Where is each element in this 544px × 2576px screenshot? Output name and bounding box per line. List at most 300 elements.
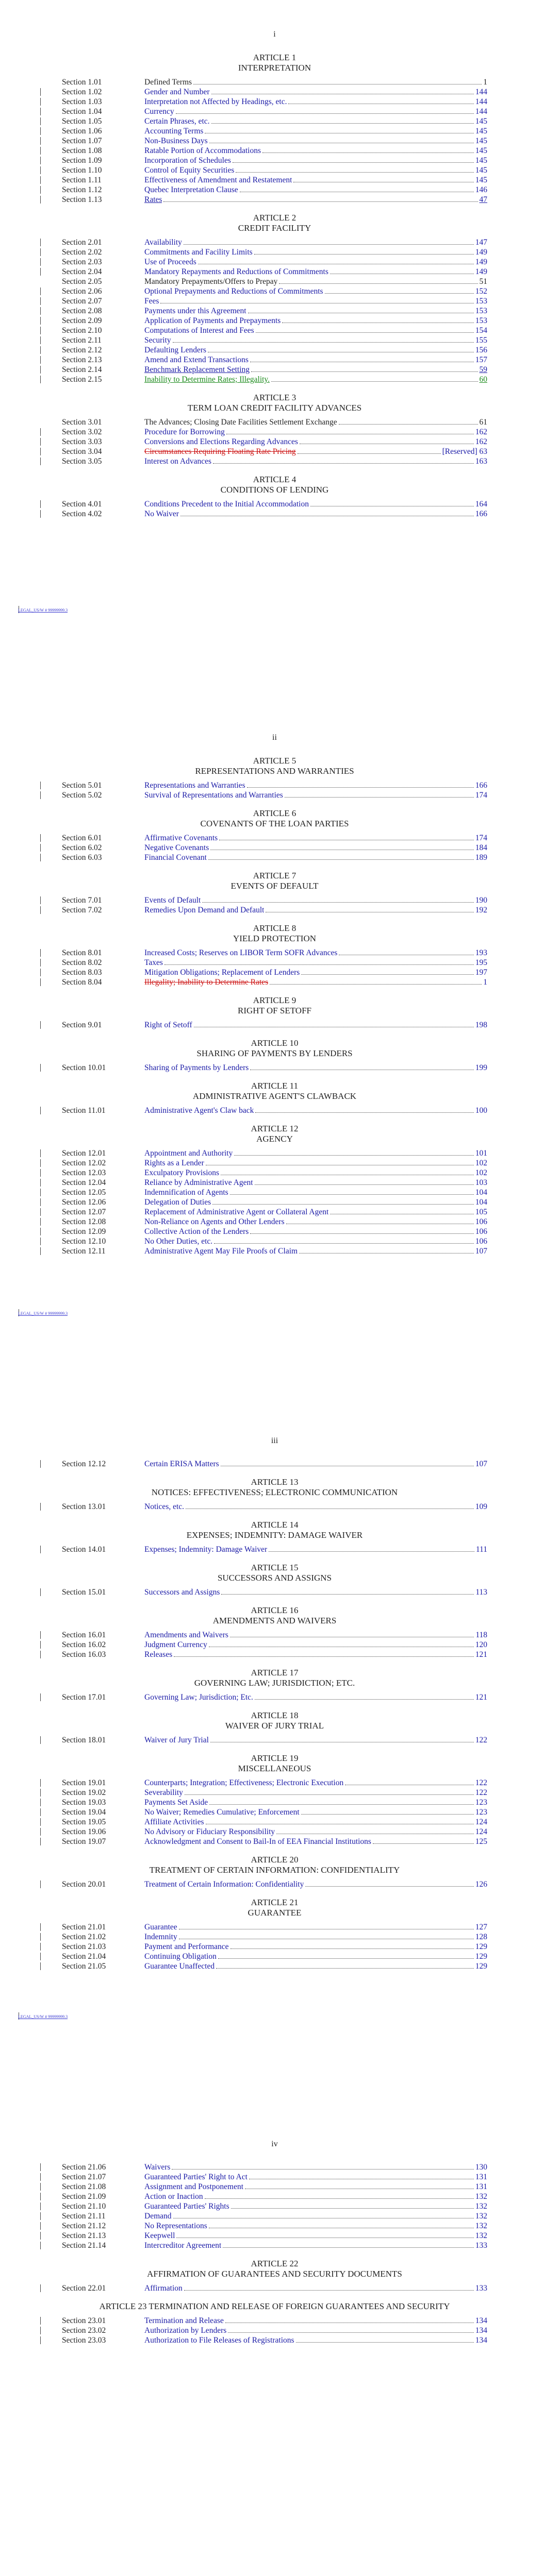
section-title[interactable]: Waivers (144, 2163, 171, 2172)
toc-entry[interactable] (62, 1735, 487, 1745)
page-reference[interactable]: 132 (475, 2192, 487, 2201)
section-number: Section 1.05 (62, 117, 102, 126)
toc-entry[interactable] (62, 345, 487, 355)
toc-entry[interactable] (62, 427, 487, 437)
toc-entry[interactable] (62, 326, 487, 335)
page-reference[interactable]: 134 (475, 2316, 487, 2325)
page-reference[interactable]: 121 (475, 1693, 487, 1702)
section-title[interactable]: Application of Payments and Prepayments (144, 316, 281, 325)
page-reference[interactable]: 166 (475, 781, 487, 790)
toc-entry[interactable] (62, 126, 487, 136)
page-reference[interactable]: 153 (475, 297, 487, 306)
section-number: Section 1.13 (62, 195, 102, 204)
page-reference[interactable]: 101 (475, 1149, 487, 1158)
page-reference[interactable]: 123 (475, 1808, 487, 1817)
section-title[interactable]: Events of Default (144, 896, 201, 905)
toc-entry[interactable] (62, 499, 487, 509)
page-reference[interactable]: 153 (475, 307, 487, 315)
section-title[interactable]: Termination and Release (144, 2316, 224, 2325)
toc-entry[interactable] (62, 195, 487, 205)
page-reference[interactable]: 153 (475, 316, 487, 325)
toc-entry[interactable] (62, 1106, 487, 1115)
section-title[interactable]: Continuing Obligation (144, 1952, 217, 1961)
page-reference[interactable]: 129 (475, 1962, 487, 1971)
page-reference[interactable]: 127 (475, 1923, 487, 1931)
section-number: Section 22.01 (62, 2284, 106, 2293)
section-title[interactable]: Survival of Representations and Warranties (144, 791, 283, 800)
toc-entry[interactable] (62, 146, 487, 156)
page-reference[interactable]: 130 (475, 2163, 487, 2172)
dot-leader (250, 1233, 473, 1234)
section-title[interactable]: Acknowledgment and Consent to Bail-In of EEA Financial Institutions (144, 1837, 371, 1846)
page-reference[interactable]: 192 (475, 906, 487, 914)
toc-entry[interactable] (62, 509, 487, 519)
section-title[interactable]: Quebec Interpretation Clause (144, 185, 238, 194)
page-reference[interactable]: 120 (475, 1640, 487, 1649)
dot-leader (176, 113, 474, 114)
toc-entry[interactable] (62, 306, 487, 316)
section-title[interactable]: Severability (144, 1788, 183, 1797)
section-title[interactable]: Commitments and Facility Limits (144, 248, 253, 257)
toc-entry[interactable] (62, 2231, 487, 2241)
toc-entry[interactable] (62, 257, 487, 267)
section-title[interactable]: Security (144, 336, 171, 345)
toc-entry[interactable] (62, 2335, 487, 2345)
toc-entry[interactable] (62, 977, 487, 987)
section-title[interactable]: No Waiver; Remedies Cumulative; Enforcement (144, 1808, 300, 1817)
section-title[interactable]: Mitigation Obligations; Replacement of Lenders (144, 968, 300, 977)
section-title[interactable]: Payment and Performance (144, 1942, 229, 1951)
page-reference[interactable]: 132 (475, 2212, 487, 2221)
toc-entry[interactable] (62, 238, 487, 247)
toc-entry[interactable] (62, 781, 487, 790)
section-number: Section 1.04 (62, 107, 102, 116)
page-reference[interactable]: 123 (475, 1798, 487, 1807)
toc-entry[interactable] (62, 335, 487, 345)
page-reference[interactable]: 145 (475, 166, 487, 175)
toc-entry[interactable] (62, 1879, 487, 1889)
section-title[interactable]: Guarantee Unaffected (144, 1962, 215, 1971)
page-reference[interactable]: 157 (475, 355, 487, 364)
section-title[interactable]: Affirmation (144, 2284, 183, 2293)
page-reference[interactable]: 149 (475, 248, 487, 257)
toc-entry[interactable] (62, 2172, 487, 2182)
page-reference[interactable]: 144 (475, 88, 487, 96)
toc-entry[interactable] (62, 296, 487, 306)
section-title[interactable]: Gender and Number (144, 88, 210, 96)
page-reference[interactable]: 174 (475, 791, 487, 800)
section-title[interactable]: Interest on Advances (144, 457, 211, 466)
toc-entry[interactable] (62, 277, 487, 286)
toc-entry[interactable] (62, 2182, 487, 2192)
section-title[interactable]: Action or Inaction (144, 2192, 203, 2201)
toc-entry[interactable] (62, 87, 487, 97)
toc-entry[interactable] (62, 1545, 487, 1554)
section-title[interactable]: Representations and Warranties (144, 781, 245, 790)
page-reference[interactable]: 107 (475, 1247, 487, 1256)
toc-entry[interactable] (62, 316, 487, 326)
toc-entry[interactable] (62, 107, 487, 116)
section-title[interactable]: Collective Action of the Lenders (144, 1227, 249, 1236)
page-reference[interactable]: 113 (475, 1588, 487, 1597)
page-reference[interactable]: 124 (475, 1818, 487, 1826)
page-reference[interactable]: 121 (475, 1650, 487, 1659)
toc-entry[interactable] (62, 1502, 487, 1512)
section-title[interactable]: Rights as a Lender (144, 1159, 204, 1167)
section-title[interactable]: Notices, etc. (144, 1502, 185, 1511)
toc-entry[interactable] (62, 1827, 487, 1837)
section-title[interactable]: Administrative Agent May File Proofs of Claim (144, 1247, 298, 1256)
section-title[interactable]: Expenses; Indemnity: Damage Waiver (144, 1545, 268, 1554)
toc-entry[interactable] (62, 2162, 487, 2172)
page-reference[interactable]: 124 (475, 1827, 487, 1836)
section-title[interactable]: Releases (144, 1650, 173, 1659)
section-number: Section 7.01 (62, 896, 102, 905)
section-title[interactable]: Successors and Assigns (144, 1588, 220, 1597)
page-reference[interactable]: 103 (475, 1178, 487, 1187)
section-title[interactable]: Counterparts; Integration; Effectiveness; Electronic Execution (144, 1778, 344, 1787)
toc-entry[interactable] (62, 1168, 487, 1178)
section-title[interactable]: Amendments and Waivers (144, 1631, 228, 1639)
page-reference[interactable]: 198 (475, 1021, 487, 1029)
section-title[interactable]: Conditions Precedent to the Initial Accommodation (144, 500, 309, 509)
page-reference[interactable]: 146 (475, 185, 487, 194)
section-title[interactable]: Replacement of Administrative Agent or Collateral Agent (144, 1208, 329, 1216)
toc-entry[interactable] (62, 1459, 487, 1469)
toc-entry[interactable] (62, 948, 487, 958)
toc-entry[interactable] (62, 355, 487, 365)
page-reference[interactable]: 149 (475, 258, 487, 266)
page-reference[interactable]: 104 (475, 1198, 487, 1207)
section-title[interactable]: Judgment Currency (144, 1640, 207, 1649)
page-reference[interactable]: 133 (475, 2284, 487, 2293)
toc-entry[interactable] (62, 456, 487, 466)
toc-entry[interactable] (62, 1942, 487, 1952)
toc-entry[interactable] (62, 843, 487, 853)
section-title[interactable]: Remedies Upon Demand and Default (144, 906, 265, 914)
toc-entry[interactable] (62, 1778, 487, 1788)
section-title[interactable]: No Waiver (144, 510, 179, 518)
page-reference[interactable]: 134 (475, 2326, 487, 2335)
page-reference[interactable]: 145 (475, 146, 487, 155)
section-title[interactable]: No Other Duties, etc. (144, 1237, 213, 1246)
toc-entry[interactable] (62, 1650, 487, 1659)
toc-entry[interactable] (62, 136, 487, 146)
section-title[interactable]: Conversions and Elections Regarding Advances (144, 437, 298, 446)
page-reference[interactable]: 105 (475, 1208, 487, 1216)
page-reference[interactable]: 106 (475, 1217, 487, 1226)
page-reference[interactable]: 145 (475, 137, 487, 145)
toc-entry[interactable] (62, 2201, 487, 2211)
page-reference[interactable]: 199 (475, 1063, 487, 1072)
section-title[interactable]: Negative Covenants (144, 843, 209, 852)
toc-entry[interactable] (62, 1197, 487, 1207)
dot-leader (236, 172, 473, 173)
toc-entry[interactable] (62, 1246, 487, 1256)
toc-entry[interactable] (62, 1188, 487, 1197)
toc-entry[interactable] (62, 1227, 487, 1236)
page-reference[interactable]: 106 (475, 1227, 487, 1236)
section-title[interactable]: No Representations (144, 2222, 207, 2230)
section-number: Section 12.05 (62, 1188, 106, 1197)
toc-entry[interactable] (62, 267, 487, 277)
toc-entry[interactable] (62, 790, 487, 800)
page-reference[interactable]: 60 (479, 375, 487, 384)
toc-entry[interactable] (62, 1020, 487, 1030)
section-title[interactable]: Non-Reliance on Agents and Other Lenders (144, 1217, 285, 1226)
page-reference[interactable]: 145 (475, 117, 487, 126)
toc-entry[interactable] (62, 1148, 487, 1158)
section-title[interactable]: Non-Business Days (144, 137, 208, 145)
toc-entry[interactable] (62, 156, 487, 165)
page-reference[interactable]: 132 (475, 2231, 487, 2240)
toc-entry[interactable] (62, 1932, 487, 1942)
page-reference[interactable]: 100 (475, 1106, 487, 1115)
page-reference[interactable]: 152 (475, 287, 487, 296)
page-reference[interactable]: 147 (475, 238, 487, 247)
section-title[interactable]: Use of Proceeds (144, 258, 196, 266)
section-title[interactable]: Authorization by Lenders (144, 2326, 227, 2335)
section-title[interactable]: Payments under this Agreement (144, 307, 246, 315)
section-number: Section 8.01 (62, 948, 102, 957)
toc-entry[interactable] (62, 2241, 487, 2250)
page-reference[interactable]: 184 (475, 843, 487, 852)
page-reference[interactable]: 131 (475, 2182, 487, 2191)
page-reference[interactable]: 174 (475, 834, 487, 842)
section-title[interactable]: Procedure for Borrowing (144, 428, 225, 436)
toc-entry[interactable] (62, 1788, 487, 1798)
toc-entry[interactable] (62, 116, 487, 126)
section-title[interactable]: Effectiveness of Amendment and Restatement (144, 176, 292, 184)
page-reference[interactable]: 155 (475, 336, 487, 345)
page-reference[interactable]: 1 (483, 978, 487, 987)
section-title[interactable]: Indemnity (144, 1933, 177, 1941)
page-reference[interactable]: 131 (475, 2173, 487, 2181)
section-title[interactable]: Certain ERISA Matters (144, 1460, 219, 1468)
section-title[interactable]: Illegality; Inability to Determine Rates (144, 978, 269, 987)
page-reference[interactable]: 145 (475, 176, 487, 184)
section-title[interactable]: Appointment and Authority (144, 1149, 233, 1158)
section-title[interactable]: Guaranteed Parties' Rights (144, 2202, 229, 2211)
section-title[interactable]: No Advisory or Fiduciary Responsibility (144, 1827, 275, 1836)
toc-entry[interactable] (62, 77, 487, 87)
page-reference[interactable]: 197 (475, 968, 487, 977)
toc-entry[interactable] (62, 905, 487, 915)
section-title[interactable]: Defaulting Lenders (144, 346, 207, 354)
section-title[interactable]: Delegation of Duties (144, 1198, 211, 1207)
page-reference[interactable]: 195 (475, 958, 487, 967)
section-title[interactable]: Exculpatory Provisions (144, 1168, 220, 1177)
section-title[interactable]: Demand (144, 2212, 172, 2221)
section-title[interactable]: Waiver of Jury Trial (144, 1736, 209, 1744)
page-reference[interactable]: 125 (475, 1837, 487, 1846)
section-title[interactable]: Assignment and Postponement (144, 2182, 244, 2191)
section-title[interactable]: Rates (144, 195, 162, 204)
section-title[interactable]: Reliance by Administrative Agent (144, 1178, 253, 1187)
section-title[interactable]: Accounting Terms (144, 127, 204, 135)
toc-entry[interactable] (62, 1798, 487, 1807)
toc-entry[interactable] (62, 968, 487, 977)
page-reference[interactable]: 129 (475, 1952, 487, 1961)
section-title[interactable]: Right of Setoff (144, 1021, 192, 1029)
toc-entry[interactable] (62, 165, 487, 175)
section-title[interactable]: Mandatory Repayments and Reductions of Commitments (144, 267, 328, 276)
page-reference[interactable]: 106 (475, 1237, 487, 1246)
page-reference[interactable]: 51 (479, 277, 487, 286)
section-title[interactable]: Amend and Extend Transactions (144, 355, 249, 364)
section-title[interactable]: Keepwell (144, 2231, 175, 2240)
page-reference[interactable]: 107 (475, 1460, 487, 1468)
toc-entry[interactable] (62, 1207, 487, 1217)
section-title[interactable]: Sharing of Payments by Lenders (144, 1063, 249, 1072)
section-title[interactable]: Mandatory Prepayments/Offers to Prepay (144, 277, 278, 286)
page-reference[interactable]: 145 (475, 127, 487, 135)
page-reference[interactable]: 145 (475, 156, 487, 165)
toc-entry[interactable] (62, 97, 487, 107)
page-reference[interactable]: 164 (475, 500, 487, 509)
section-title[interactable]: Control of Equity Securities (144, 166, 235, 175)
section-title[interactable]: Currency (144, 107, 174, 116)
toc-entry[interactable] (62, 1837, 487, 1846)
toc-entry[interactable] (62, 1961, 487, 1971)
page-reference[interactable]: 61 (479, 418, 487, 427)
page-reference[interactable]: 189 (475, 853, 487, 862)
toc-entry[interactable] (62, 2283, 487, 2293)
toc-entry[interactable] (62, 1640, 487, 1650)
page-reference[interactable]: 126 (475, 1880, 487, 1889)
page-reference[interactable]: 59 (479, 365, 487, 374)
toc-entry[interactable] (62, 833, 487, 843)
toc-entry[interactable] (62, 1807, 487, 1817)
page-reference[interactable]: 102 (475, 1159, 487, 1167)
section-title[interactable]: Intercreditor Agreement (144, 2241, 222, 2250)
section-title[interactable]: Affirmative Covenants (144, 834, 218, 842)
section-title[interactable]: Interpretation not Affected by Headings, etc. (144, 97, 287, 106)
toc-entry[interactable] (62, 2192, 487, 2201)
toc-entry[interactable] (62, 1587, 487, 1597)
page-reference[interactable]: 128 (475, 1933, 487, 1941)
section-title[interactable]: Affiliate Activities (144, 1818, 204, 1826)
toc-entry[interactable] (62, 185, 487, 195)
section-title[interactable]: Certain Phrases, etc. (144, 117, 210, 126)
toc-entry[interactable] (62, 2316, 487, 2326)
page-reference[interactable]: 133 (475, 2241, 487, 2250)
page-reference[interactable]: 122 (475, 1778, 487, 1787)
page-reference[interactable]: 154 (475, 326, 487, 335)
toc-entry[interactable] (62, 895, 487, 905)
toc-entry[interactable] (62, 853, 487, 862)
section-number: Section 12.02 (62, 1159, 106, 1167)
section-title[interactable]: Computations of Interest and Fees (144, 326, 254, 335)
toc-entry[interactable] (62, 1158, 487, 1168)
toc-entry[interactable] (62, 1922, 487, 1932)
section-title[interactable]: Guarantee (144, 1923, 177, 1931)
toc-entry[interactable] (62, 1692, 487, 1702)
page-reference[interactable]: 109 (475, 1502, 487, 1511)
toc-entry[interactable] (62, 1236, 487, 1246)
toc-entry[interactable] (62, 2326, 487, 2335)
section-title[interactable]: Inability to Determine Rates; Illegality. (144, 375, 270, 384)
page-reference[interactable]: 122 (475, 1736, 487, 1744)
page-reference[interactable]: 118 (475, 1631, 487, 1639)
page-reference[interactable]: 144 (475, 107, 487, 116)
page-reference[interactable]: 122 (475, 1788, 487, 1797)
page-reference[interactable]: 132 (475, 2222, 487, 2230)
toc-entry[interactable] (62, 1630, 487, 1640)
toc-entry[interactable] (62, 1178, 487, 1188)
section-title[interactable]: Incorporation of Schedules (144, 156, 231, 165)
page-reference[interactable]: 193 (475, 948, 487, 957)
section-title[interactable]: Indemnification of Agents (144, 1188, 228, 1197)
section-title[interactable]: Guaranteed Parties' Right to Act (144, 2173, 248, 2181)
section-title[interactable]: Increased Costs; Reserves on LIBOR Term SOFR Advances (144, 948, 338, 957)
page-reference[interactable]: [Reserved] 63 (442, 447, 487, 456)
toc-entry[interactable] (62, 286, 487, 296)
toc-entry[interactable] (62, 958, 487, 968)
article-title: AFFIRMATION OF GUARANTEES AND SECURITY DOCUMENTS (147, 2269, 402, 2279)
section-title[interactable]: Benchmark Replacement Setting (144, 365, 250, 374)
toc-entry[interactable] (62, 1063, 487, 1073)
section-title[interactable]: Circumstances Requiring Floating Rate Pricing (144, 447, 296, 456)
section-title[interactable]: Ratable Portion of Accommodations (144, 146, 261, 155)
toc-entry[interactable] (62, 447, 487, 456)
dot-leader (218, 1958, 474, 1959)
page-reference[interactable]: 163 (475, 457, 487, 466)
toc-entry[interactable] (62, 375, 487, 384)
toc-entry[interactable] (62, 2211, 487, 2221)
toc-entry[interactable] (62, 1952, 487, 1961)
page-reference[interactable]: 129 (475, 1942, 487, 1951)
section-title[interactable]: Optional Prepayments and Reductions of Commitments (144, 287, 323, 296)
page-reference[interactable]: 190 (475, 896, 487, 905)
section-title[interactable]: Availability (144, 238, 182, 247)
article-title: ARTICLE 23 TERMINATION AND RELEASE OF FOREIGN GUARANTEES AND SECURITY (99, 2301, 450, 2311)
toc-entry[interactable] (62, 2221, 487, 2231)
toc-entry[interactable] (62, 1217, 487, 1227)
section-number: Section 2.13 (62, 355, 102, 364)
page-reference[interactable]: 102 (475, 1168, 487, 1177)
section-title[interactable]: Authorization to File Releases of Registrations (144, 2336, 294, 2345)
page-reference[interactable]: 134 (475, 2336, 487, 2345)
page-reference[interactable]: 104 (475, 1188, 487, 1197)
section-title[interactable]: Administrative Agent's Claw back (144, 1106, 254, 1115)
page-reference[interactable]: 1 (483, 78, 487, 87)
page-reference[interactable]: 47 (479, 195, 487, 204)
page-reference[interactable]: 162 (475, 428, 487, 436)
page-reference[interactable]: 111 (475, 1545, 487, 1554)
section-title[interactable]: Treatment of Certain Information: Confidentiality (144, 1880, 304, 1889)
page-reference[interactable]: 132 (475, 2202, 487, 2211)
toc-entry[interactable] (62, 437, 487, 447)
section-title[interactable]: Defined Terms (144, 78, 192, 87)
toc-entry[interactable] (62, 1817, 487, 1827)
page-reference[interactable]: 156 (475, 346, 487, 354)
section-title[interactable]: Financial Covenant (144, 853, 207, 862)
section-title[interactable]: Taxes (144, 958, 163, 967)
toc-entry[interactable] (62, 247, 487, 257)
page-reference[interactable]: 162 (475, 437, 487, 446)
toc-entry[interactable] (62, 175, 487, 185)
section-title[interactable]: Governing Law; Jurisdiction; Etc. (144, 1693, 253, 1702)
section-title[interactable]: The Advances; Closing Date Facilities Settlement Exchange (144, 418, 337, 427)
page-reference[interactable]: 166 (475, 510, 487, 518)
page-reference[interactable]: 149 (475, 267, 487, 276)
section-title[interactable]: Payments Set Aside (144, 1798, 208, 1807)
toc-entry[interactable] (62, 365, 487, 375)
page-reference[interactable]: 144 (475, 97, 487, 106)
toc-entry[interactable] (62, 417, 487, 427)
section-title[interactable]: Fees (144, 297, 159, 306)
